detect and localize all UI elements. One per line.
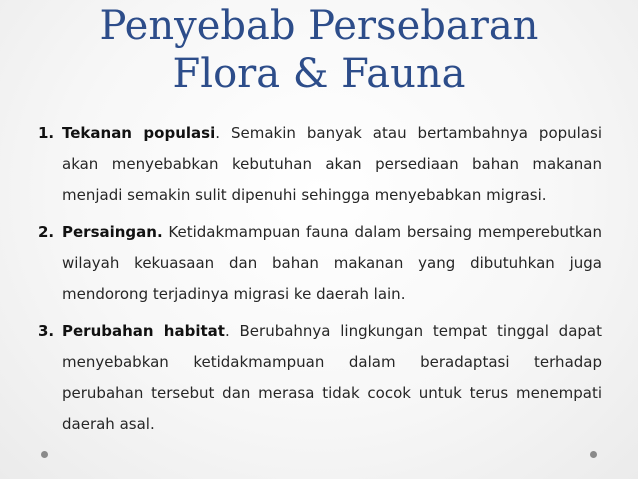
list-item (38, 118, 602, 211)
list-item (38, 316, 602, 440)
list-item (38, 217, 602, 310)
item-term: Perubahan habitat (62, 322, 225, 340)
title-line-2: Flora & Fauna (172, 51, 466, 97)
item-number: 1. (38, 124, 55, 142)
right-decor-dot (590, 451, 597, 458)
item-text: Semakin banyak atau bertambahnya populasi akan menyebabkan kebutuhan akan persediaan bahan makanan menjadi semakin sulit dipenuhi sehingga menyebabkan migrasi. (62, 124, 602, 204)
slide-title (0, 2, 638, 98)
title-line-1: Penyebab Persebaran (99, 3, 539, 49)
item-term-punct: . (224, 322, 230, 340)
item-number: 2. (38, 223, 55, 241)
item-text: Ketidakmampuan fauna dalam bersaing memperebutkan wilayah kekuasaan dan bahan makanan yang dibutuhkan juga mendorong terjadinya migrasi ke daerah lain. (62, 223, 602, 303)
item-term: Persaingan. (62, 223, 163, 241)
item-text: Berubahnya lingkungan tempat tinggal dapat menyebabkan ketidakmampuan dalam beradaptasi terhadap perubahan tersebut dan merasa tidak cocok untuk terus menempati daerah asal. (62, 322, 602, 433)
content-list (38, 118, 602, 446)
item-number: 3. (38, 322, 55, 340)
item-term: Tekanan populasi (62, 124, 216, 142)
item-term-punct: . (215, 124, 220, 142)
left-decor-dot (41, 451, 48, 458)
